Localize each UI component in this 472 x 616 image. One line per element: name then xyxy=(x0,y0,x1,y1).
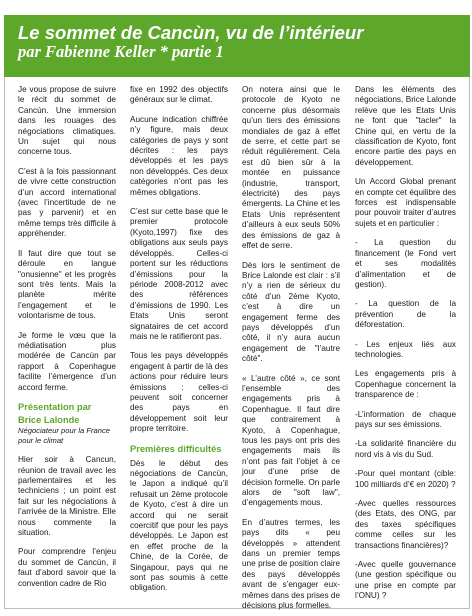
byline-note: Négociateur pour la France pour le climat xyxy=(18,425,111,445)
byline-name: Brice Lalonde xyxy=(18,414,80,425)
paragraph: C’est à la fois passionnant de vivre cette construction d’un accord international (avec l’incertitude de ne pas y parvenir) et en même temps très difficile à appréhender. xyxy=(18,166,116,239)
byline-heading: Présentation par xyxy=(18,401,92,412)
article-title: Le sommet de Cancùn, vu de l’intérieur xyxy=(18,22,364,43)
list-item: -Avec quelles ressources (des Etats, des ONG, par des taxes spécifiques comme celles sur les transactions financières)? xyxy=(355,499,456,550)
column-1 xyxy=(18,85,116,603)
paragraph: Dès lors le sentiment de Brice Lalonde est clair : s’il n’y a rien de sérieux du côté d’un 2ème Kyoto, c’est à dire un engagement ferme des pays développés d’un côté, il n’y aura aucun engagement de "l’autre côté". xyxy=(242,260,340,364)
list-item: - Les enjeux liés aux technologies. xyxy=(355,339,456,359)
paragraph: Un Accord Global prenant en compte cet équilibre des forces est indispensable pour pouvoir traiter d’autres sujets et en particulier : xyxy=(355,177,456,228)
paragraph: Dès le début des négociations de Cancùn, le Japon a indiqué qu’il refusait un 2ème protocole de Kyoto, c’est à dire un accord qui ne serait coercitif que pour les pays développés. Le Japon est en effet proche de la Chine, de la Corée, de Singapour, pays qui ne sont pas soumis à cette obligation. xyxy=(130,458,228,593)
paragraph: fixe en 1992 des objectifs généraux sur le climat. xyxy=(130,85,228,105)
list-item: - La question de la prévention de la déforestation. xyxy=(355,299,456,330)
paragraph: « L’autre côté », ce sont l’ensemble des engagements pris à Copenhague. Il faut dire que contrairement à Kyoto, à Copenhague, tous les pays ont pris des engagements mais ils n’ont pas fait l’objet à ce jour d’une prise de décision formelle. On parle alors de "soft law", d’engagements mous. xyxy=(242,373,340,508)
paragraph: Aucune indication chiffrée n’y figure, mais deux catégories de pays y sont décrites : les pays développés et les pays non développés. Ces deux catégories n’ont pas les mêmes obligations. xyxy=(130,114,228,197)
paragraph: On notera ainsi que le protocole de Kyoto ne concerne plus désormais qu’un tiers des émissions mondiales de gaz à effet de serre, et cette part se réduit régulièrement. Cela est dû bien sûr à la montée en puissance (industrie, transport, électricité) des pays émergents. La Chine et les Etats Unis représentent d’ailleurs à eux seuls 50% des émissions de gaz à effet de serre. xyxy=(242,85,340,251)
paragraph: En d’autres termes, les pays dits « peu développés » attendent dans un premier temps une prise de position claire des pays développés avant de s’engager eux-mêmes dans des prises de décisions plus formelles. xyxy=(242,517,340,611)
column-4 xyxy=(355,85,456,603)
paragraph: Pour comprendre l’enjeu du sommet de Cancùn, il faut d’abord savoir que la convention cadre de Rio xyxy=(18,547,116,588)
list-item: -L’information de chaque pays sur ses émissions. xyxy=(355,409,456,429)
list-item: - La question du financement (le Fond vert et ses modalités d’alimentation et de gestion). xyxy=(355,238,456,289)
paragraph: C’est sur cette base que le premier protocole (Kyoto,1997) fixe des obligations aux seuls pays développés. Celles-ci portent sur les réductions d’émissions pour la période 2008-2012 avec des références d’émissions de 1990. Les Etats Unis seront signataires de cet accord mais ne le ratifieront pas. xyxy=(130,207,228,341)
column-3 xyxy=(242,85,340,611)
article-subtitle: par Fabienne Keller * partie 1 xyxy=(18,42,224,61)
paragraph: Dans les éléments des négociations, Brice Lalonde relève que les Etats Unis ne font que "tacler" la Chine qui, en vertu de la classification de Kyoto, font encore partie des pays en développement. xyxy=(355,85,456,167)
list-item: -Avec quelle gouvernance (une gestion spécifique ou une prise en compte par l’ONU) ? xyxy=(355,560,456,601)
column-2 xyxy=(130,85,228,603)
section-heading: Premières difficultés xyxy=(130,443,222,454)
paragraph: Je forme le vœu que la médiatisation plus modérée de Cancùn par rapport à Copenhague facilite l’émergence d’un accord ferme. xyxy=(18,330,116,392)
paragraph: Hier soir à Cancun, réunion de travail avec les parlementaires et les techniciens ; un point est fait sur les négociations à l’arrivée de la Ministre. Elle nous commente la situation. xyxy=(18,455,116,537)
paragraph: Il faut dire que tout se déroule en langue "onusienne" et les progrès sont très lents. Mais la planète mérite l’engagement et le volontarisme de tous. xyxy=(18,248,116,321)
paragraph: Les engagements pris à Copenhague concernent la transparence de : xyxy=(355,369,456,400)
paragraph: Je vous propose de suivre le récit du sommet de Cancùn. Une immersion dans les rouages des négociations climatiques. Un sujet qui nous concerne tous. xyxy=(18,85,116,157)
list-item: -Pour quel montant (cible: 100 milliards d’€ en 2020) ? xyxy=(355,469,456,489)
paragraph: Tous les pays développés engagent à partir de là des actions pour réduire leurs émissions : celles-ci peuvent soit concerner des pays en développement soit leur propre territoire. xyxy=(130,351,228,434)
list-item: -La solidarité financière du nord vis à vis du Sud. xyxy=(355,439,456,459)
